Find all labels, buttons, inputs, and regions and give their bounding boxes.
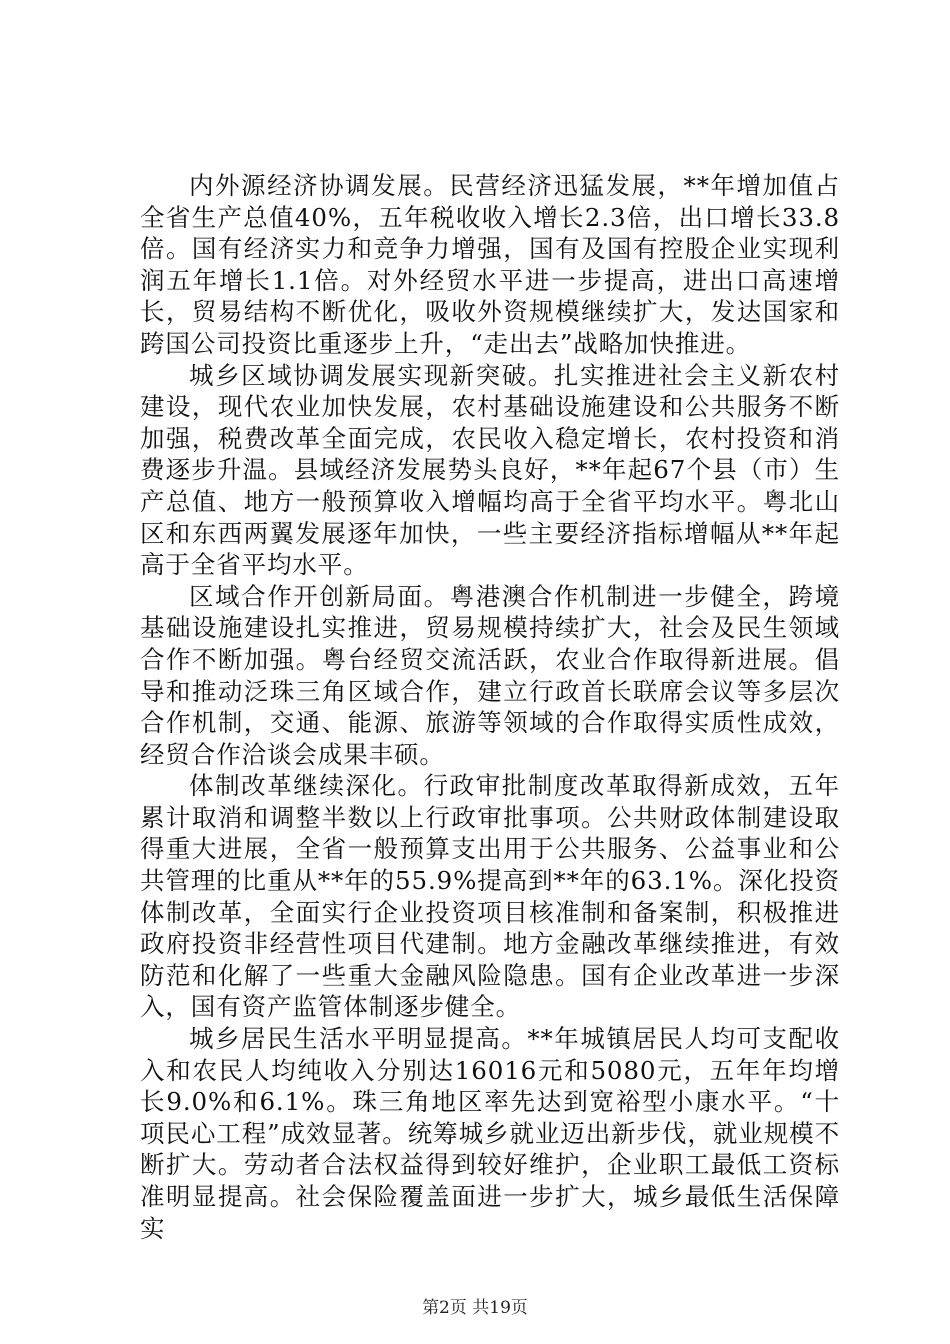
paragraph-regional-cooperation: 区域合作开创新局面。粤港澳合作机制进一步健全，跨境基础设施建设扎实推进，贸易规模持续扩大，社会及民生领域合作不断加强。粤台经贸交流活跃，农业合作取得新进展。倡导和推动泛珠三角区域合作，建立行政首长联席会议等多层次合作机制，交通、能源、旅游等领域的合作取得实质性成效，经贸合作洽谈会成果丰硕。 [140, 581, 840, 769]
paragraph-living-standards: 城乡居民生活水平明显提高。**年城镇居民人均可支配收入和农民人均纯收入分别达16016元和5080元，五年年均增长9.0%和6.1%。珠三角地区率先达到宽裕型小康水平。“十项民心工程”成效显著。统筹城乡就业迈出新步伐，就业规模不断扩大。劳动者合法权益得到较好维护，企业职工最低工资标准明显提高。社会保险覆盖面进一步扩大，城乡最低生活保障实 [140, 1024, 840, 1243]
paragraph-external-internal-economy: 内外源经济协调发展。民营经济迅猛发展，**年增加值占全省生产总值40%，五年税收收入增长2.3倍，出口增长33.8倍。国有经济实力和竞争力增强，国有及国有控股企业实现利润五年增长1.1倍。对外经贸水平进一步提高，进出口高速增长，贸易结构不断优化，吸收外资规模继续扩大，发达国家和跨国公司投资比重逐步上升，“走出去”战略加快推进。 [140, 171, 840, 358]
page-number-footer: 第2页 共19页 [422, 1298, 528, 1318]
document-body [140, 170, 840, 1244]
paragraph-institutional-reform: 体制改革继续深化。行政审批制度改革取得新成效，五年累计取消和调整半数以上行政审批事项。公共财政体制建设取得重大进展，全省一般预算支出用于公共服务、公益事业和公共管理的比重从**年的55.9%提高到**年的63.1%。深化投资体制改革，全面实行企业投资项目核准制和备案制，积极推进政府投资非经营性项目代建制。地方金融改革继续推进，有效防范和化解了一些重大金融风险隐患。国有企业改革进一步深入，国有资产监管体制逐步健全。 [140, 771, 840, 1022]
paragraph-urban-rural-development: 城乡区域协调发展实现新突破。扎实推进社会主义新农村建设，现代农业加快发展，农村基础设施建设和公共服务不断加强，税费改革全面完成，农民收入稳定增长，农村投资和消费逐步升温。县域经济发展势头良好，**年起67个县（市）生产总值、地方一般预算收入增幅均高于全省平均水平。粤北山区和东西两翼发展逐年加快，一些主要经济指标增幅从**年起高于全省平均水平。 [140, 360, 840, 580]
